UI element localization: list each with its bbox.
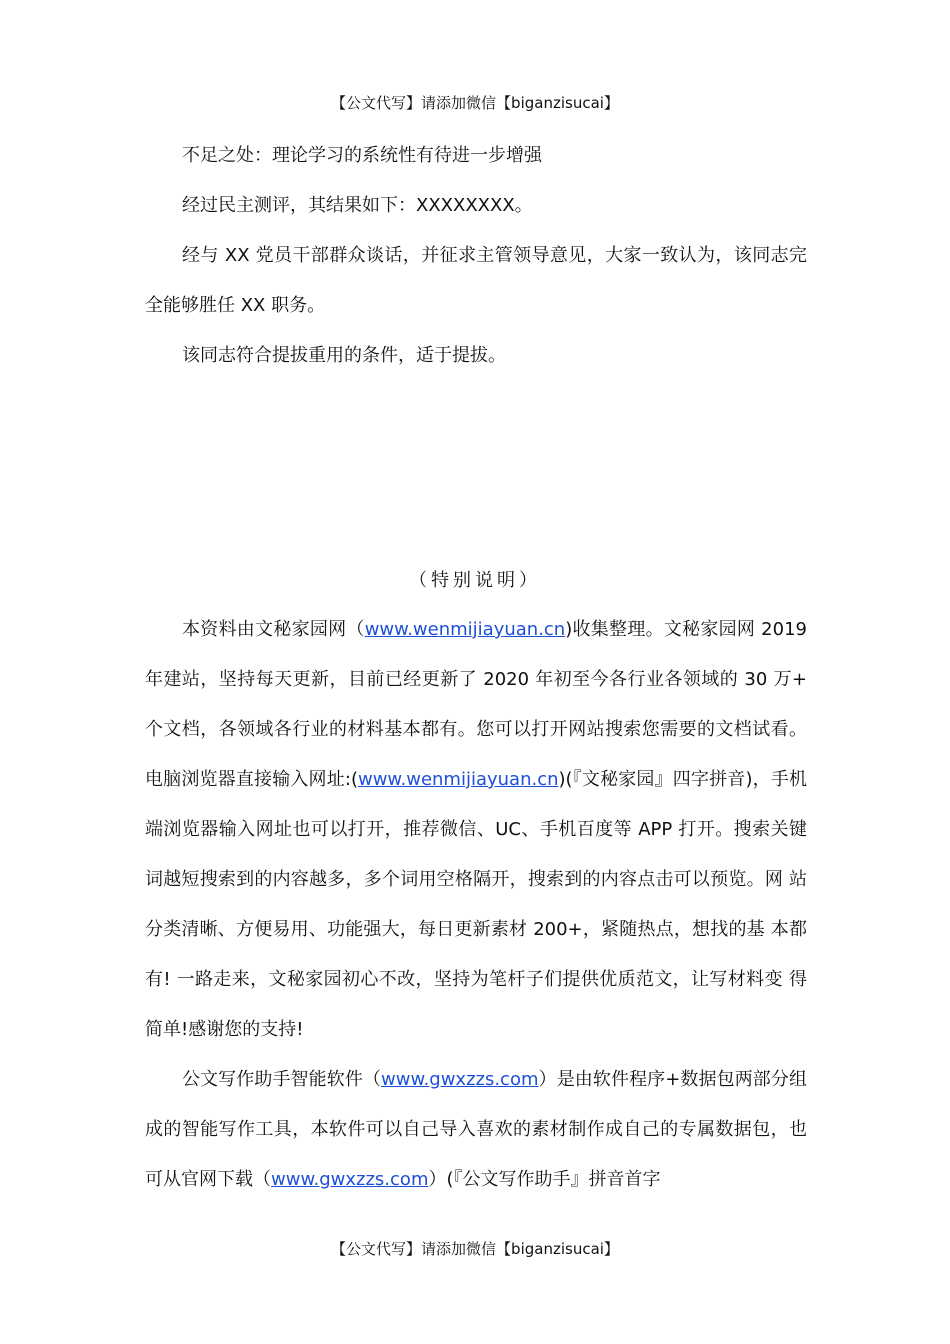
paragraph-promotion-conclusion: 该同志符合提拔重用的条件，适于提拔。	[182, 345, 506, 366]
paragraph-evaluation-result: 经过民主测评，其结果如下：XXXXXXXX。	[182, 195, 533, 216]
paragraph-interview-opinion: 经与 XX 党员干部群众谈话，并征求主管领导意见，大家一致认为，该同志完全能够胜任 XX 职务。	[145, 245, 807, 316]
wenmijiayuan-link-2[interactable]: www.wenmijiayuan.cn	[357, 769, 559, 790]
gwxzzs-link-2[interactable]: www.gwxzzs.com	[271, 1169, 429, 1190]
special-note-title: （特别说明）	[409, 570, 541, 591]
software-text-middle: ）是由软件程序+数据包两部分组成的智能写作工具，本软件可以自己导入喜欢的素材制作成自己的专属数据包，也可从官网下载（	[145, 1069, 807, 1190]
software-text-start: 公文写作助手智能软件（	[182, 1069, 382, 1090]
page-header-watermark: 【公文代写】请添加微信【biganzisucai】	[331, 94, 619, 112]
paragraph-site-intro	[145, 605, 807, 1055]
gwxzzs-link-1[interactable]: www.gwxzzs.com	[381, 1069, 539, 1090]
software-text-end: ）(『公文写作助手』拼音首字	[428, 1169, 661, 1190]
intro-text-start: 本资料由文秘家园网（	[182, 619, 365, 640]
wenmijiayuan-link-1[interactable]: www.wenmijiayuan.cn	[364, 619, 566, 640]
intro-text-end: )(『文秘家园』四字拼音)，手机 端浏览器输入网址也可以打开，推荐微信、UC、手机百度等 APP 打开。搜索关键 词越短搜索到的内容越多，多个词用空格隔开，搜索到的内容点击可以预览。网 站分类清晰、方便易用、功能强大，每日更新素材 200+，紧随热点，想找的基 本都有! 一路走来，文秘家园初心不改，坚持为笔杆子们提供优质范文，让写材料变 得简单!感谢您的支持!	[145, 769, 807, 1040]
intro-text-middle: )收集整理。文秘家园网 2019 年建站，坚持每天更新，目前已经更新了 2020 年初至今各行业各领域的 30 万+ 个文档，各领域各行业的材料基本都有。您可以打开网站搜索您需要的文档试看。 电脑浏览器直接输入网址:(	[145, 619, 807, 790]
paragraph-software-intro	[145, 1055, 807, 1205]
page-footer-watermark: 【公文代写】请添加微信【biganzisucai】	[331, 1240, 619, 1258]
paragraph-shortcomings: 不足之处：理论学习的系统性有待进一步增强	[182, 145, 542, 166]
